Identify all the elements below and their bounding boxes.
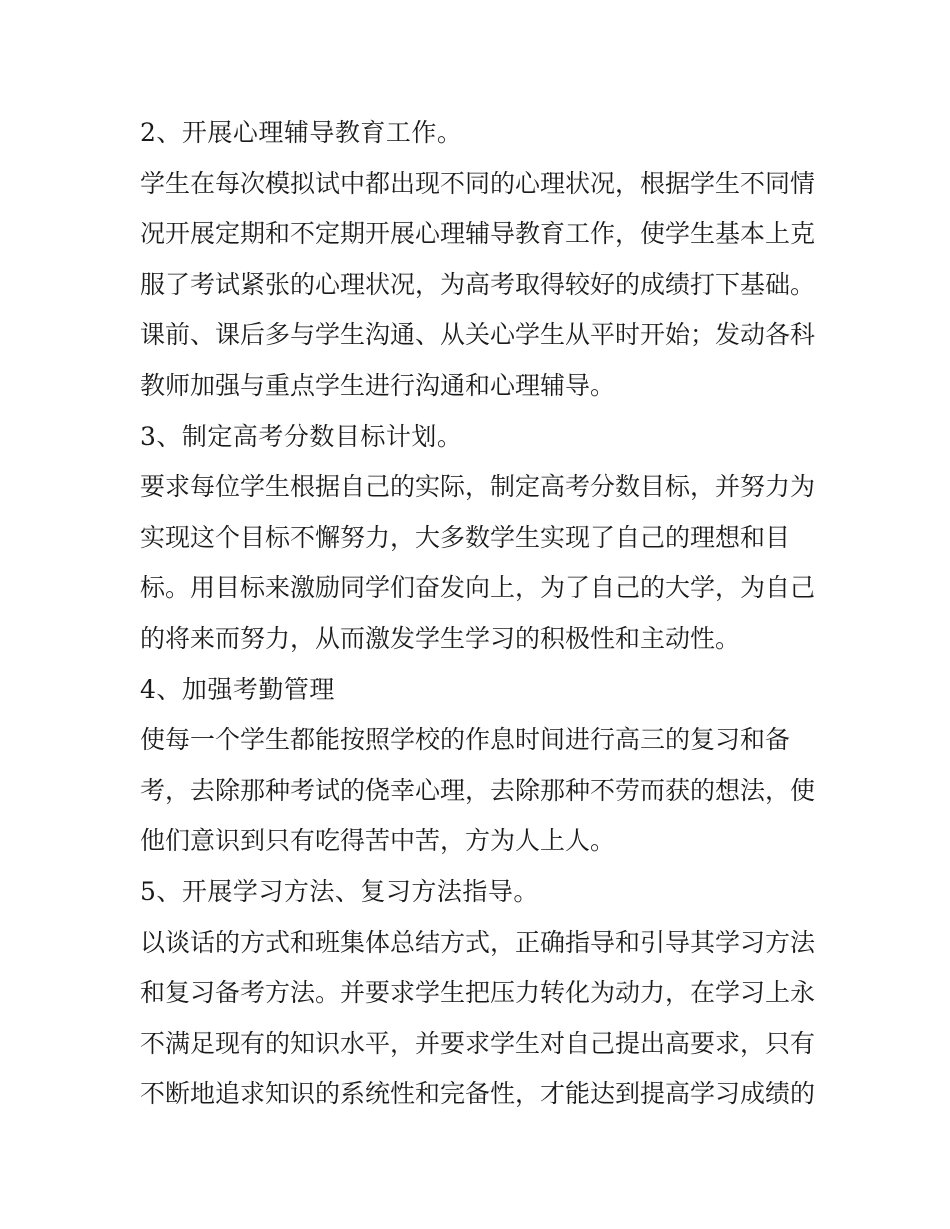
paragraph-line: 他们意识到只有吃得苦中苦，方为人上人。: [140, 826, 616, 856]
paragraph-line: 况开展定期和不定期开展心理辅导教育工作，使学生基本上克: [140, 219, 816, 249]
paragraph-line: 考，去除那种考试的侥幸心理，去除那种不劳而获的想法，使: [140, 775, 816, 805]
section-heading-4: 4、加强考勤管理: [140, 674, 335, 704]
paragraph-line: 不断地追求知识的系统性和完备性，才能达到提高学习成绩的: [140, 1079, 816, 1109]
paragraph-line: 要求每位学生根据自己的实际，制定高考分数目标，并努力为: [140, 472, 816, 502]
paragraph-line: 的将来而努力，从而激发学生学习的积极性和主动性。: [140, 623, 741, 653]
section-heading-3: 3、制定高考分数目标计划。: [140, 421, 463, 451]
paragraph-line: 使每一个学生都能按照学校的作息时间进行高三的复习和备: [140, 725, 791, 755]
document-body: [140, 108, 820, 1120]
paragraph-line: 以谈话的方式和班集体总结方式，正确指导和引导其学习方法: [140, 927, 816, 957]
paragraph-line: 课前、课后多与学生沟通、从关心学生从平时开始；发动各科: [140, 320, 816, 350]
section-heading-5: 5、开展学习方法、复习方法指导。: [140, 876, 539, 906]
paragraph-line: 服了考试紧张的心理状况，为高考取得较好的成绩打下基础。: [140, 269, 816, 299]
paragraph-line: 学生在每次模拟试中都出现不同的心理状况，根据学生不同情: [140, 168, 816, 198]
paragraph-line: 标。用目标来激励同学们奋发向上，为了自己的大学，为自己: [140, 573, 816, 603]
paragraph-line: 和复习备考方法。并要求学生把压力转化为动力，在学习上永: [140, 978, 816, 1008]
paragraph-line: 不满足现有的知识水平，并要求学生对自己提出高要求，只有: [140, 1028, 816, 1058]
paragraph-line: 实现这个目标不懈努力，大多数学生实现了自己的理想和目: [140, 522, 791, 552]
section-heading-2: 2、开展心理辅导教育工作。: [140, 118, 463, 147]
paragraph-line: 教师加强与重点学生进行沟通和心理辅导。: [140, 370, 616, 400]
